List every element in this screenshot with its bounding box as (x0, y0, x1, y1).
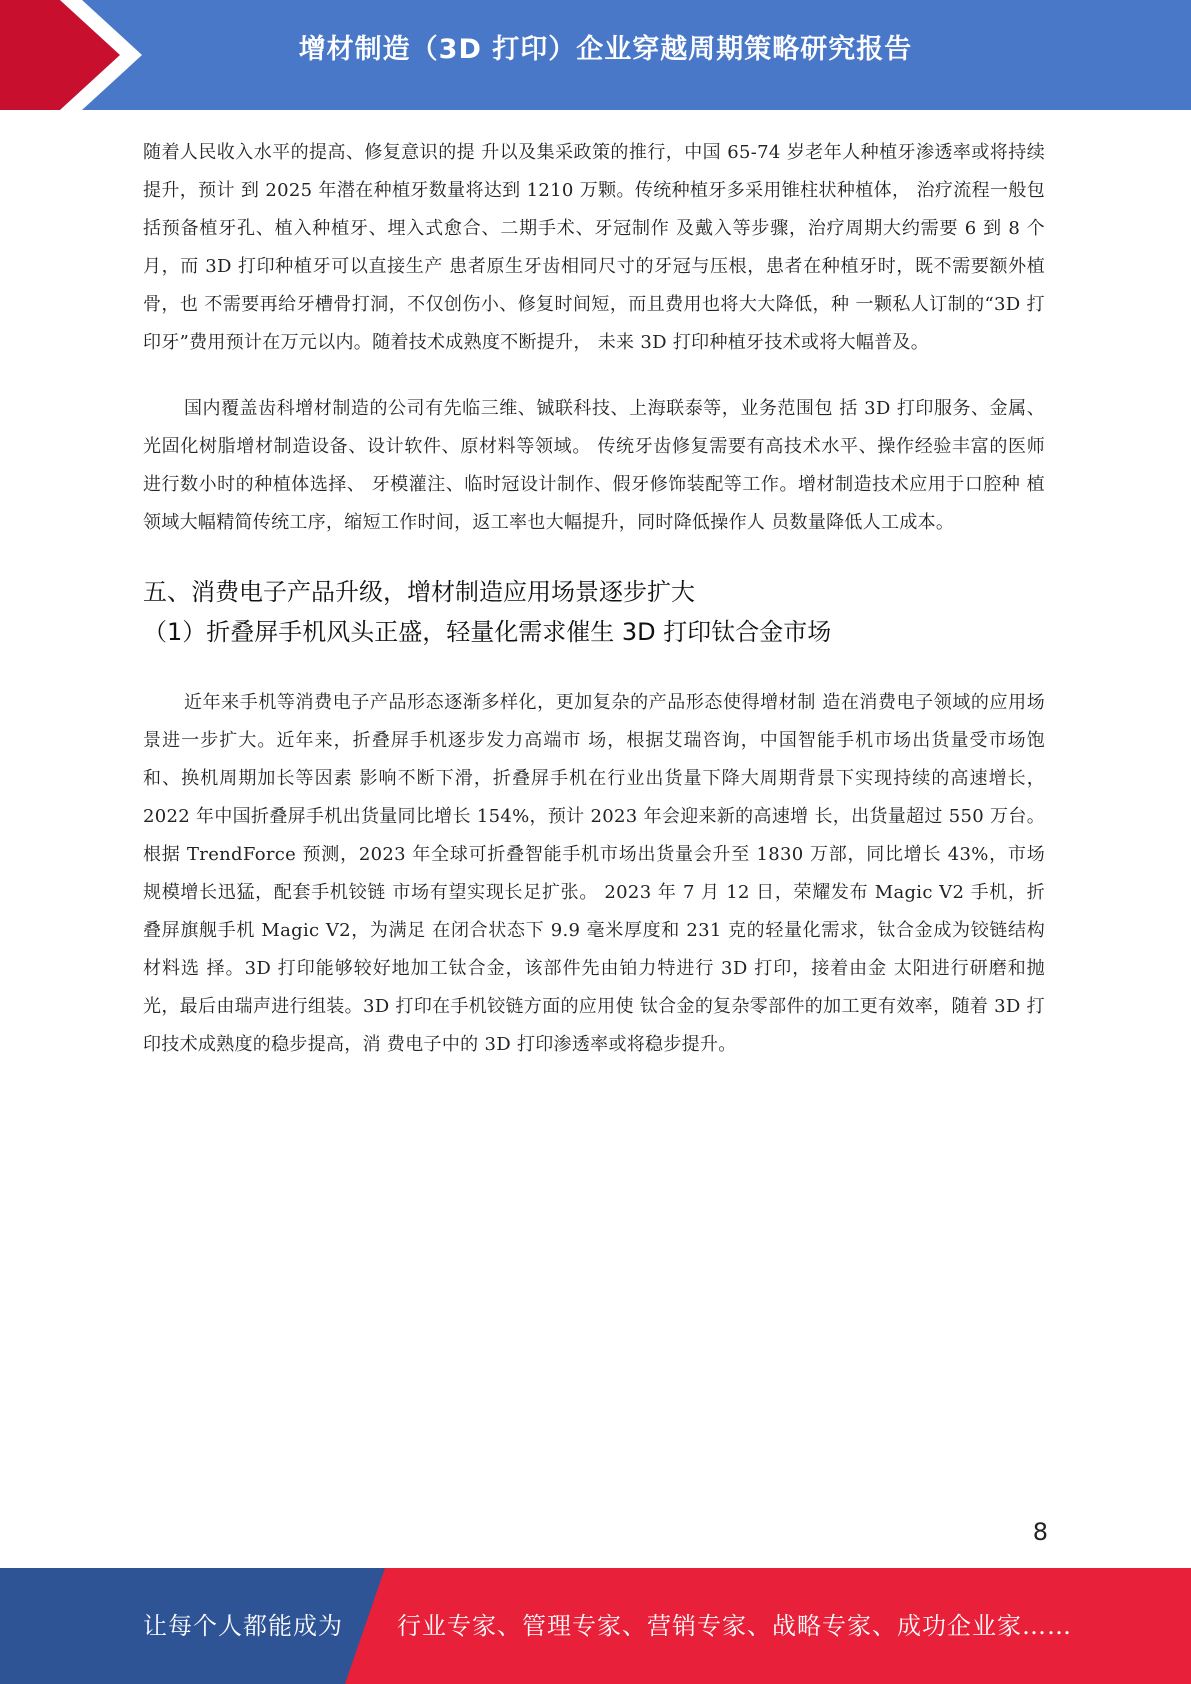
section-heading: 五、消费电子产品升级，增材制造应用场景逐步扩大 (143, 578, 695, 606)
page-header (0, 0, 1191, 110)
body-paragraph: 随着人民收入水平的提高、修复意识的提 升以及集采政策的推行，中国 65-74 岁老年人种植牙渗透率或将持续提升，预计 到 2025 年潜在种植牙数量将达到 1210 万颗。传统种植牙多采用锥柱状种植体， 治疗流程一般包括预备植牙孔、植入种植牙、埋入式愈合、二期手术、牙冠制作 及戴入等步骤，治疗周期大约需要 6 到 8 个月，而 3D 打印种植牙可以直接生产 患者原生牙齿相同尺寸的牙冠与压根，患者在种植牙时，既不需要额外植骨，也 不需要再给牙槽骨打洞，不仅创伤小、修复时间短，而且费用也将大大降低，种 一颗私人订制的“3D 打印牙”费用预计在万元以内。随着技术成熟度不断提升， 未来 3D 打印种植牙技术或将大幅普及。 (143, 142, 1045, 353)
page-footer (0, 1568, 1191, 1684)
main-content (143, 134, 1045, 1064)
footer-slogan-right: 行业专家、管理专家、营销专家、战略专家、成功企业家…… (397, 1612, 1072, 1640)
body-paragraph: 国内覆盖齿科增材制造的公司有先临三维、铖联科技、上海联泰等，业务范围包 括 3D 打印服务、金属、光固化树脂增材制造设备、设计软件、原材料等领域。 传统牙齿修复需要有高技术水平、操作经验丰富的医师进行数小时的种植体选择、 牙模灌注、临时冠设计制作、假牙修饰装配等工作。增材制造技术应用于口腔种 植领域大幅精简传统工序，缩短工作时间，返工率也大幅提升，同时降低操作人 员数量降低人工成本。 (143, 398, 1045, 533)
sub-heading: （1）折叠屏手机风头正盛，轻量化需求催生 3D 打印钛合金市场 (143, 618, 832, 646)
body-paragraph: 近年来手机等消费电子产品形态逐渐多样化，更加复杂的产品形态使得增材制 造在消费电子领域的应用场景进一步扩大。近年来，折叠屏手机逐步发力高端市 场，根据艾瑞咨询，中国智能手机市场出货量受市场饱和、换机周期加长等因素 影响不断下滑，折叠屏手机在行业出货量下降大周期背景下实现持续的高速增长， 2022 年中国折叠屏手机出货量同比增长 154%，预计 2023 年会迎来新的高速增 长，出货量超过 550 万台。根据 TrendForce 预测，2023 年全球可折叠智能手机市场出货量会升至 1830 万部，同比增长 43%，市场规模增长迅猛，配套手机铰链 市场有望实现长足扩张。 2023 年 7 月 12 日，荣耀发布 Magic V2 手机，折叠屏旗舰手机 Magic V2，为满足 在闭合状态下 9.9 毫米厚度和 231 克的轻量化需求，钛合金成为铰链结构材料选 择。3D 打印能够较好地加工钛合金，该部件先由铂力特进行 3D 打印，接着由金 太阳进行研磨和抛光，最后由瑞声进行组装。3D 打印在手机铰链方面的应用使 钛合金的复杂零部件的加工更有效率，随着 3D 打印技术成熟度的稳步提高，消 费电子中的 3D 打印渗透率或将稳步提升。 (143, 692, 1045, 1055)
report-title: 增材制造（3D 打印）企业穿越周期策略研究报告 (298, 34, 913, 65)
page-number: 8 (1032, 1518, 1048, 1546)
footer-slogan-left: 让每个人都能成为 (143, 1612, 343, 1640)
